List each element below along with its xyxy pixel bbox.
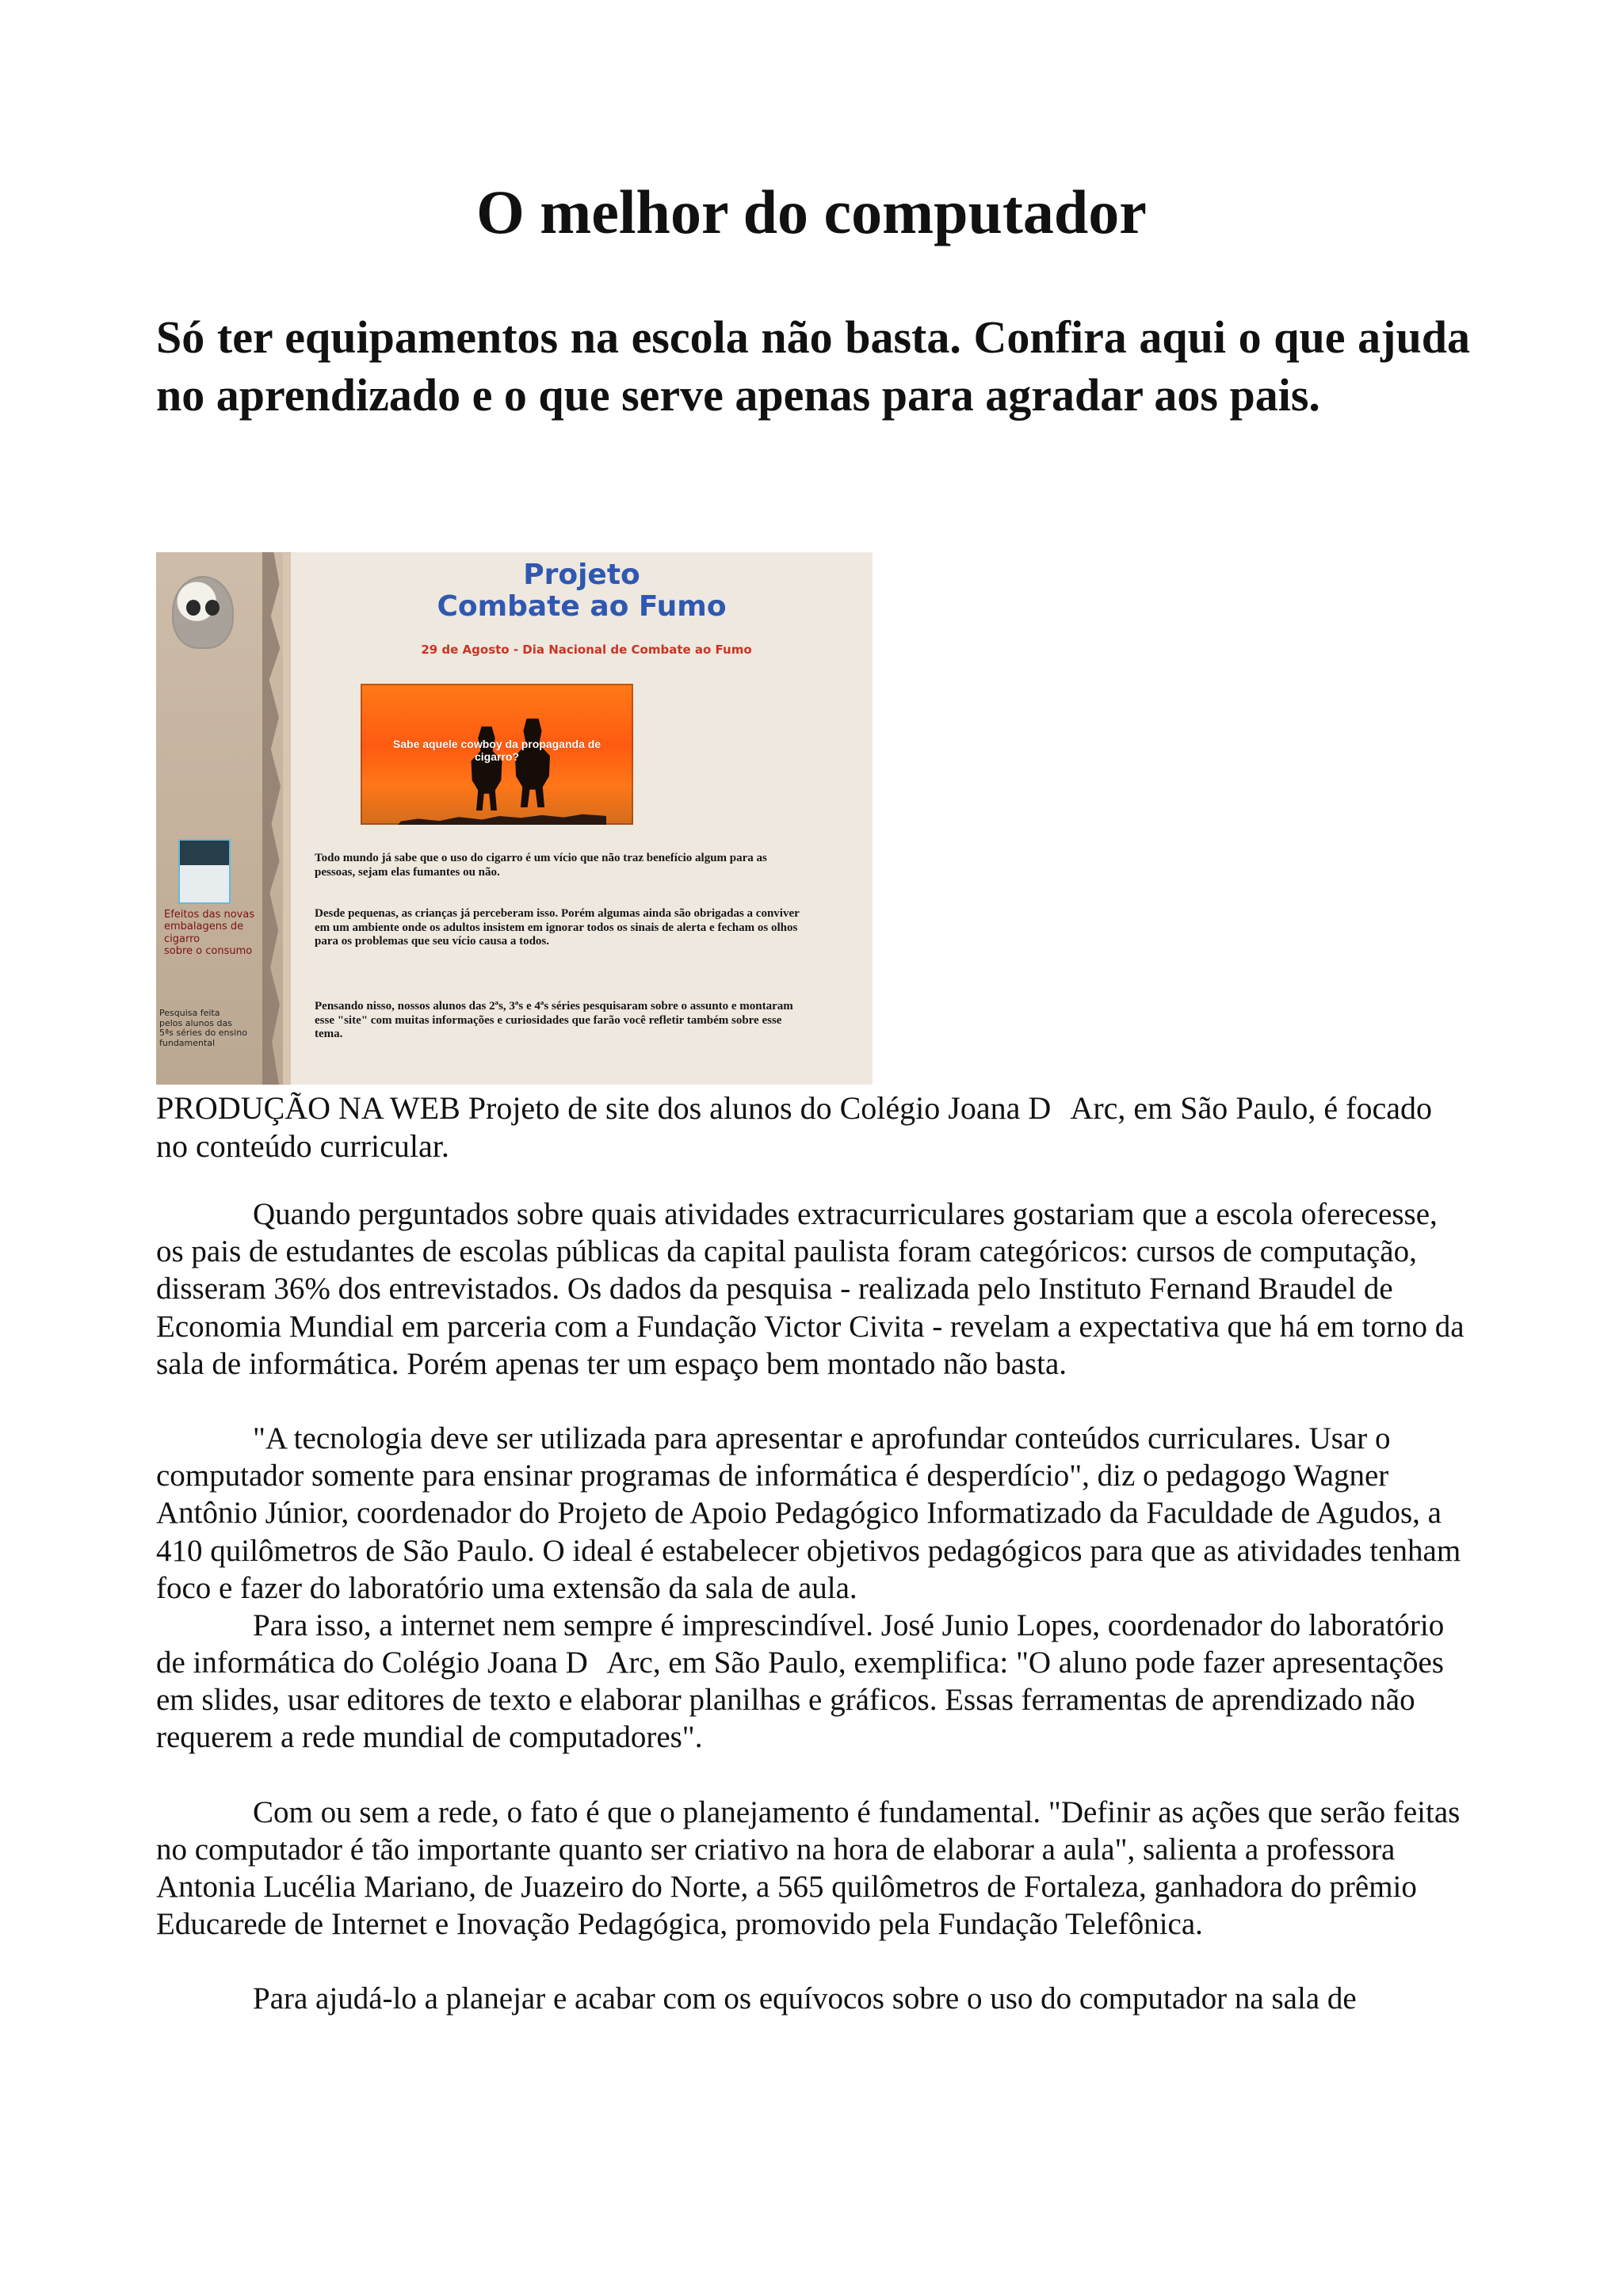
photo-caption: Sabe aquele cowboy da propaganda de cigarro? — [392, 738, 601, 763]
article-paragraph: "A tecnologia deve ser utilizada para apresentar e aprofundar conteúdos curriculares. Usar o computador somente para ensinar programas de informática é desperdício", diz o pedagogo Wagner Antônio Júnior, coordenador do Projeto de Apoio Pedagógico Informatizado da Faculdade de Agudos, a 410 quilômetros de São Paulo. O ideal é estabelecer objetivos pedagógicos para que as atividades tenham foco e fazer do laboratório uma extensão da sala de aula. — [156, 1421, 1461, 1605]
article-image — [156, 552, 873, 1085]
article-body — [156, 1196, 1470, 2018]
image-left-caption: Efeitos das novas embalagens de cigarro sobre o consumo — [164, 909, 255, 957]
rider-silhouette-2 — [510, 719, 556, 807]
page-title: O melhor do computador — [476, 177, 1147, 246]
cigarette-pack-icon — [178, 839, 231, 904]
cowboy-photo — [361, 684, 633, 825]
image-title-line-1: Projeto — [523, 559, 640, 591]
image-paragraph-3: Pensando nisso, nossos alunos das 2ªs, 3ªs e 4ªs séries pesquisaram sobre o assunto e montaram esse "site" com muitas informações e curiosidades que farão você refletir também sobre esse tema. — [315, 1000, 793, 1041]
article-paragraph: Com ou sem a rede, o fato é que o planejamento é fundamental. "Definir as ações que serão feitas no computador é tão importante quanto ser criativo na hora de elaborar a aula", salienta a professora Antonia Lucélia Mariano, de Juazeiro do Norte, a 565 quilômetros de Fortaleza, ganhadora do prêmio Educarede de Internet e Inovação Pedagógica, promovido pela Fundação Telefônica. — [156, 1794, 1461, 1942]
article-paragraph: Quando perguntados sobre quais atividades extracurriculares gostariam que a escola oferecesse, os pais de estudantes de escolas públicas da capital paulista foram categóricos: cursos de computação, disseram 36% dos entrevistados. Os dados da pesquisa - realizada pelo Instituto Fernand Braudel de Economia Mundial em parceria com a Fundação Victor Civita - revelam a expectativa que há em torno da sala de informática. Porém apenas ter um espaço bem montado não basta. — [156, 1197, 1465, 1381]
page-subtitle: Só ter equipamentos na escola não basta. Confira aqui o que ajuda no aprendizado e o que serve apenas para agradar aos pais. — [156, 311, 1470, 421]
image-paragraph-2: Desde pequenas, as crianças já perceberam isso. Porém algumas ainda são obrigadas a conviver em um ambiente onde os adultos insistem em ignorar todos os sinais de alerta e fecham os olhos para os problemas que seu vício causa a todos. — [315, 907, 800, 948]
image-title-line-2: Combate ao Fumo — [437, 590, 727, 623]
article-paragraph: Para ajudá-lo a planejar e acabar com os equívocos sobre o uso do computador na sala de — [253, 1981, 1357, 2016]
image-date-line: 29 de Agosto - Dia Nacional de Combate ao Fumo — [421, 643, 752, 657]
image-left-note: Pesquisa feita pelos alunos das 5ªs séries do ensino fundamental — [159, 1008, 247, 1048]
article-paragraph: Para isso, a internet nem sempre é imprescindível. José Junio Lopes, coordenador do laboratório de informática do Colégio Joana DArc, em São Paulo, exemplifica: "O aluno pode fazer apresentações em slides, usar editores de texto e elaborar planilhas e gráficos. Essas ferramentas de aprendizado não requerem a rede mundial de computadores". — [156, 1608, 1445, 1755]
skull-icon — [172, 576, 234, 649]
image-caption: PRODUÇÃO NA WEB Projeto de site dos alunos do Colégio Joana DArc, em São Paulo, é focado no conteúdo curricular. — [156, 1090, 1432, 1164]
image-paragraph-1: Todo mundo já sabe que o uso do cigarro é um vício que não traz benefício algum para as pessoas, sejam elas fumantes ou não. — [315, 852, 767, 879]
